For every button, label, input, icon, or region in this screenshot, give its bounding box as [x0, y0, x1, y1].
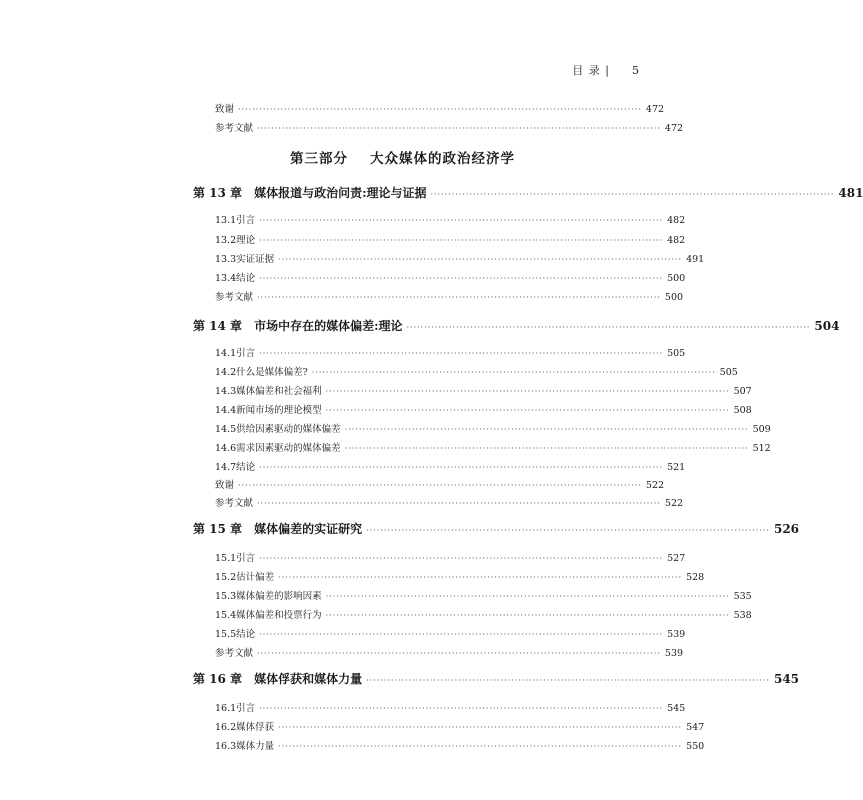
leader-dots: ·················································································································· [430, 190, 835, 199]
toc-entry-14-acknowledgements[interactable] [215, 477, 665, 491]
section-number: 15.5 [215, 629, 237, 640]
toc-entry-16-3[interactable] [215, 738, 705, 752]
chapter-title: 媒体报道与政治问责:理论与证据 [254, 186, 427, 200]
section-title: 需求因素驱动的媒体偏差 [236, 443, 341, 454]
section-title: 什么是媒体偏差? [236, 367, 308, 378]
leader-dots: ·················································································································· [278, 255, 683, 264]
toc-entry-14-1[interactable] [215, 345, 686, 359]
section-number: 14.4 [215, 405, 237, 416]
section-page: 539 [664, 648, 684, 659]
section-title: 致谢 [215, 480, 235, 491]
section-number: 14.5 [215, 424, 237, 435]
chapter-number: 第 15 章 [193, 522, 243, 536]
leader-dots: ·················································································································· [325, 592, 730, 601]
leader-dots: ·················································································································· [325, 406, 730, 415]
section-number: 13.3 [215, 254, 237, 265]
section-title: 引言 [236, 215, 256, 226]
chapter-entry-15[interactable] [193, 520, 800, 538]
chapter-entry-13[interactable] [193, 184, 863, 202]
leader-dots: ·················································································································· [257, 499, 661, 508]
section-title: 引言 [236, 553, 256, 564]
leader-dots: ·················································································································· [259, 236, 664, 245]
leader-dots: ·················································································································· [259, 349, 664, 358]
section-number: 13.4 [215, 273, 237, 284]
toc-entry-15-2[interactable] [215, 569, 705, 583]
section-title: 结论 [236, 273, 256, 284]
section-page: 547 [686, 722, 705, 733]
section-page: 500 [667, 273, 686, 284]
toc-entry-15-3[interactable] [215, 588, 752, 602]
chapter-number: 第 13 章 [193, 186, 243, 200]
section-title: 媒体俘获 [236, 722, 275, 733]
toc-entry-13-references[interactable] [215, 289, 684, 303]
section-title: 估计偏差 [236, 572, 275, 583]
section-number: 14.2 [215, 367, 237, 378]
part-name: 大众媒体的政治经济学 [370, 151, 515, 167]
chapter-number: 第 16 章 [193, 672, 243, 686]
section-page: 539 [667, 629, 686, 640]
section-page: 508 [733, 405, 752, 416]
section-number: 14.6 [215, 443, 237, 454]
section-number: 16.1 [215, 703, 237, 714]
toc-entry-13-3[interactable] [215, 251, 705, 265]
leader-dots: ·················································································································· [259, 630, 664, 639]
section-number: 15.1 [215, 553, 237, 564]
chapter-entry-16[interactable] [193, 670, 800, 688]
leader-dots: ·················································································································· [259, 704, 664, 713]
section-title: 引言 [236, 348, 256, 359]
leader-dots: ·················································································································· [259, 463, 664, 472]
chapter-entry-14[interactable] [193, 317, 840, 335]
section-page: 522 [664, 498, 684, 509]
leader-dots: ·················································································································· [278, 573, 683, 582]
section-number: 15.4 [215, 610, 237, 621]
section-number: 14.7 [215, 462, 237, 473]
toc-entry-16-2[interactable] [215, 719, 705, 733]
leader-dots: ·················································································································· [259, 216, 664, 225]
chapter-title: 媒体偏差的实证研究 [254, 522, 363, 536]
section-number: 13.1 [215, 215, 237, 226]
section-title: 实证证据 [236, 254, 275, 265]
leader-dots: ·················································································································· [344, 444, 749, 453]
section-title: 供给因素驱动的媒体偏差 [236, 424, 341, 435]
toc-entry-14-3[interactable] [215, 383, 752, 397]
section-title: 引言 [236, 703, 256, 714]
section-title: 参考文献 [215, 648, 254, 659]
part-title [193, 147, 612, 167]
section-page: 507 [733, 386, 752, 397]
section-title: 参考文献 [215, 498, 254, 509]
toc-entry-15-5[interactable] [215, 626, 686, 640]
part-label: 第三部分 [290, 151, 348, 167]
toc-entry-13-2[interactable] [215, 232, 686, 246]
section-number: 16.2 [215, 722, 237, 733]
section-page: 482 [667, 235, 686, 246]
entry-title: 参考文献 [215, 123, 254, 134]
chapter-page: 545 [773, 672, 800, 686]
leader-dots: ·················································································································· [344, 425, 749, 434]
toc-entry-15-references[interactable] [215, 645, 684, 659]
leader-dots: ·················································································································· [257, 124, 661, 133]
section-title: 结论 [236, 629, 256, 640]
section-page: 550 [686, 741, 705, 752]
section-page: 491 [686, 254, 705, 265]
leader-dots: ·················································································································· [238, 481, 642, 490]
chapter-page: 504 [814, 319, 840, 333]
section-page: 521 [667, 462, 686, 473]
section-page: 538 [733, 610, 752, 621]
toc-entry-15-4[interactable] [215, 607, 752, 621]
section-page: 522 [645, 480, 665, 491]
chapter-page: 526 [773, 522, 800, 536]
section-number: 16.3 [215, 741, 237, 752]
leader-dots: ·················································································································· [259, 554, 664, 563]
section-page: 527 [667, 553, 686, 564]
leader-dots: ·················································································································· [325, 387, 730, 396]
section-title: 媒体偏差和投票行为 [236, 610, 322, 621]
toc-entry-13-1[interactable] [215, 212, 686, 226]
entry-title: 致谢 [215, 104, 235, 115]
entry-page: 472 [645, 104, 665, 115]
section-title: 结论 [236, 462, 256, 473]
section-title: 参考文献 [215, 292, 254, 303]
leader-dots: ·················································································································· [238, 105, 642, 114]
toc-entry-references[interactable] [215, 120, 684, 134]
leader-dots: ·················································································································· [325, 611, 730, 620]
section-number: 14.1 [215, 348, 237, 359]
toc-entry-15-1[interactable] [215, 550, 686, 564]
leader-dots: ·················································································································· [257, 293, 661, 302]
toc-entry-14-references[interactable] [215, 495, 684, 509]
toc-entry-16-1[interactable] [215, 700, 686, 714]
toc-entry-14-2[interactable] [215, 364, 738, 378]
leader-dots: ·················································································································· [406, 323, 811, 332]
section-page: 545 [667, 703, 686, 714]
leader-dots: ·················································································································· [366, 676, 770, 685]
section-number: 13.2 [215, 235, 237, 246]
section-page: 509 [752, 424, 771, 435]
section-page: 505 [667, 348, 686, 359]
section-number: 15.2 [215, 572, 237, 583]
section-title: 媒体偏差的影响因素 [236, 591, 322, 602]
leader-dots: ·················································································································· [278, 723, 683, 732]
section-number: 15.3 [215, 591, 237, 602]
section-page: 528 [686, 572, 705, 583]
toc-entry-14-7[interactable] [215, 459, 686, 473]
chapter-title: 市场中存在的媒体偏差:理论 [254, 319, 403, 333]
section-page: 500 [664, 292, 684, 303]
chapter-page: 481 [838, 186, 863, 200]
chapter-title: 媒体俘获和媒体力量 [254, 672, 363, 686]
leader-dots: ·················································································································· [366, 526, 770, 535]
toc-entry-acknowledgements[interactable] [215, 101, 665, 115]
chapter-number: 第 14 章 [193, 319, 243, 333]
running-header [572, 62, 640, 78]
leader-dots: ·················································································································· [259, 274, 664, 283]
toc-entry-14-5[interactable] [215, 421, 771, 435]
section-title: 理论 [236, 235, 256, 246]
header-page-number: 5 [632, 64, 640, 77]
toc-entry-13-4[interactable] [215, 270, 686, 284]
section-page: 535 [733, 591, 752, 602]
leader-dots: ·················································································································· [311, 368, 716, 377]
toc-entry-14-6[interactable] [215, 440, 771, 454]
toc-entry-14-4[interactable] [215, 402, 752, 416]
header-label: 目 录 | [572, 64, 610, 77]
section-title: 媒体力量 [236, 741, 275, 752]
section-page: 512 [752, 443, 771, 454]
section-page: 482 [667, 215, 686, 226]
leader-dots: ·················································································································· [257, 649, 661, 658]
section-number: 14.3 [215, 386, 237, 397]
section-title: 新闻市场的理论模型 [236, 405, 322, 416]
section-page: 505 [719, 367, 738, 378]
leader-dots: ·················································································································· [278, 742, 683, 751]
section-title: 媒体偏差和社会福利 [236, 386, 322, 397]
entry-page: 472 [664, 123, 684, 134]
